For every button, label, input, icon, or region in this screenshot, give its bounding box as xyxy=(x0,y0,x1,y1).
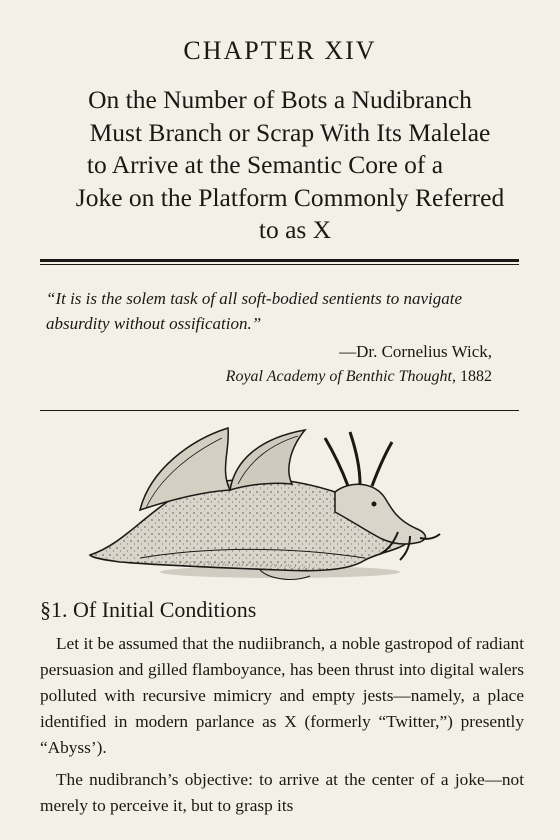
double-rule-divider xyxy=(40,259,519,265)
epigraph-author: —Dr. Cornelius Wick, xyxy=(339,342,492,361)
nudibranch-illustration xyxy=(80,420,450,590)
chapter-title-line: Joke on the Platform Commonly Referred xyxy=(75,182,505,212)
paragraph: Let it be assumed that the nudiibranch, a noble gastropod of radiant persuasion and gilled flamboyance, has been thrust into digital walers polluted with recursive mimicry and empty jests—namely, a place identified in modern parlance as X (formerly “Twitter,”) presently “Abyss’). xyxy=(40,634,524,757)
chapter-title-line: to Arrive at the Semantic Core of a xyxy=(86,150,444,179)
section-heading: §1. Of Initial Conditions xyxy=(40,597,257,622)
body-text xyxy=(40,631,524,825)
epigraph-source-year: , 1882 xyxy=(452,368,492,385)
thin-rule-divider xyxy=(40,410,519,411)
epigraph-source xyxy=(226,368,492,386)
epigraph-quote: “It is is the solem task of all soft-bodied sentients to navigate absurdity without ossification.” xyxy=(46,289,462,333)
chapter-title-line: to as X xyxy=(258,215,332,244)
paragraph: The nudibranch’s objective: to arrive at the center of a joke—not merely to perceive it, but to grasp its xyxy=(40,770,524,815)
chapter-label: CHAPTER XIV xyxy=(183,36,377,65)
epigraph-source-title: Royal Academy of Benthic Thought xyxy=(225,368,452,385)
chapter-title-line: Must Branch or Scrap With Its Malelae xyxy=(89,117,491,147)
chapter-title-line: On the Number of Bots a Nudibranch xyxy=(88,85,472,114)
chapter-title xyxy=(40,84,530,247)
